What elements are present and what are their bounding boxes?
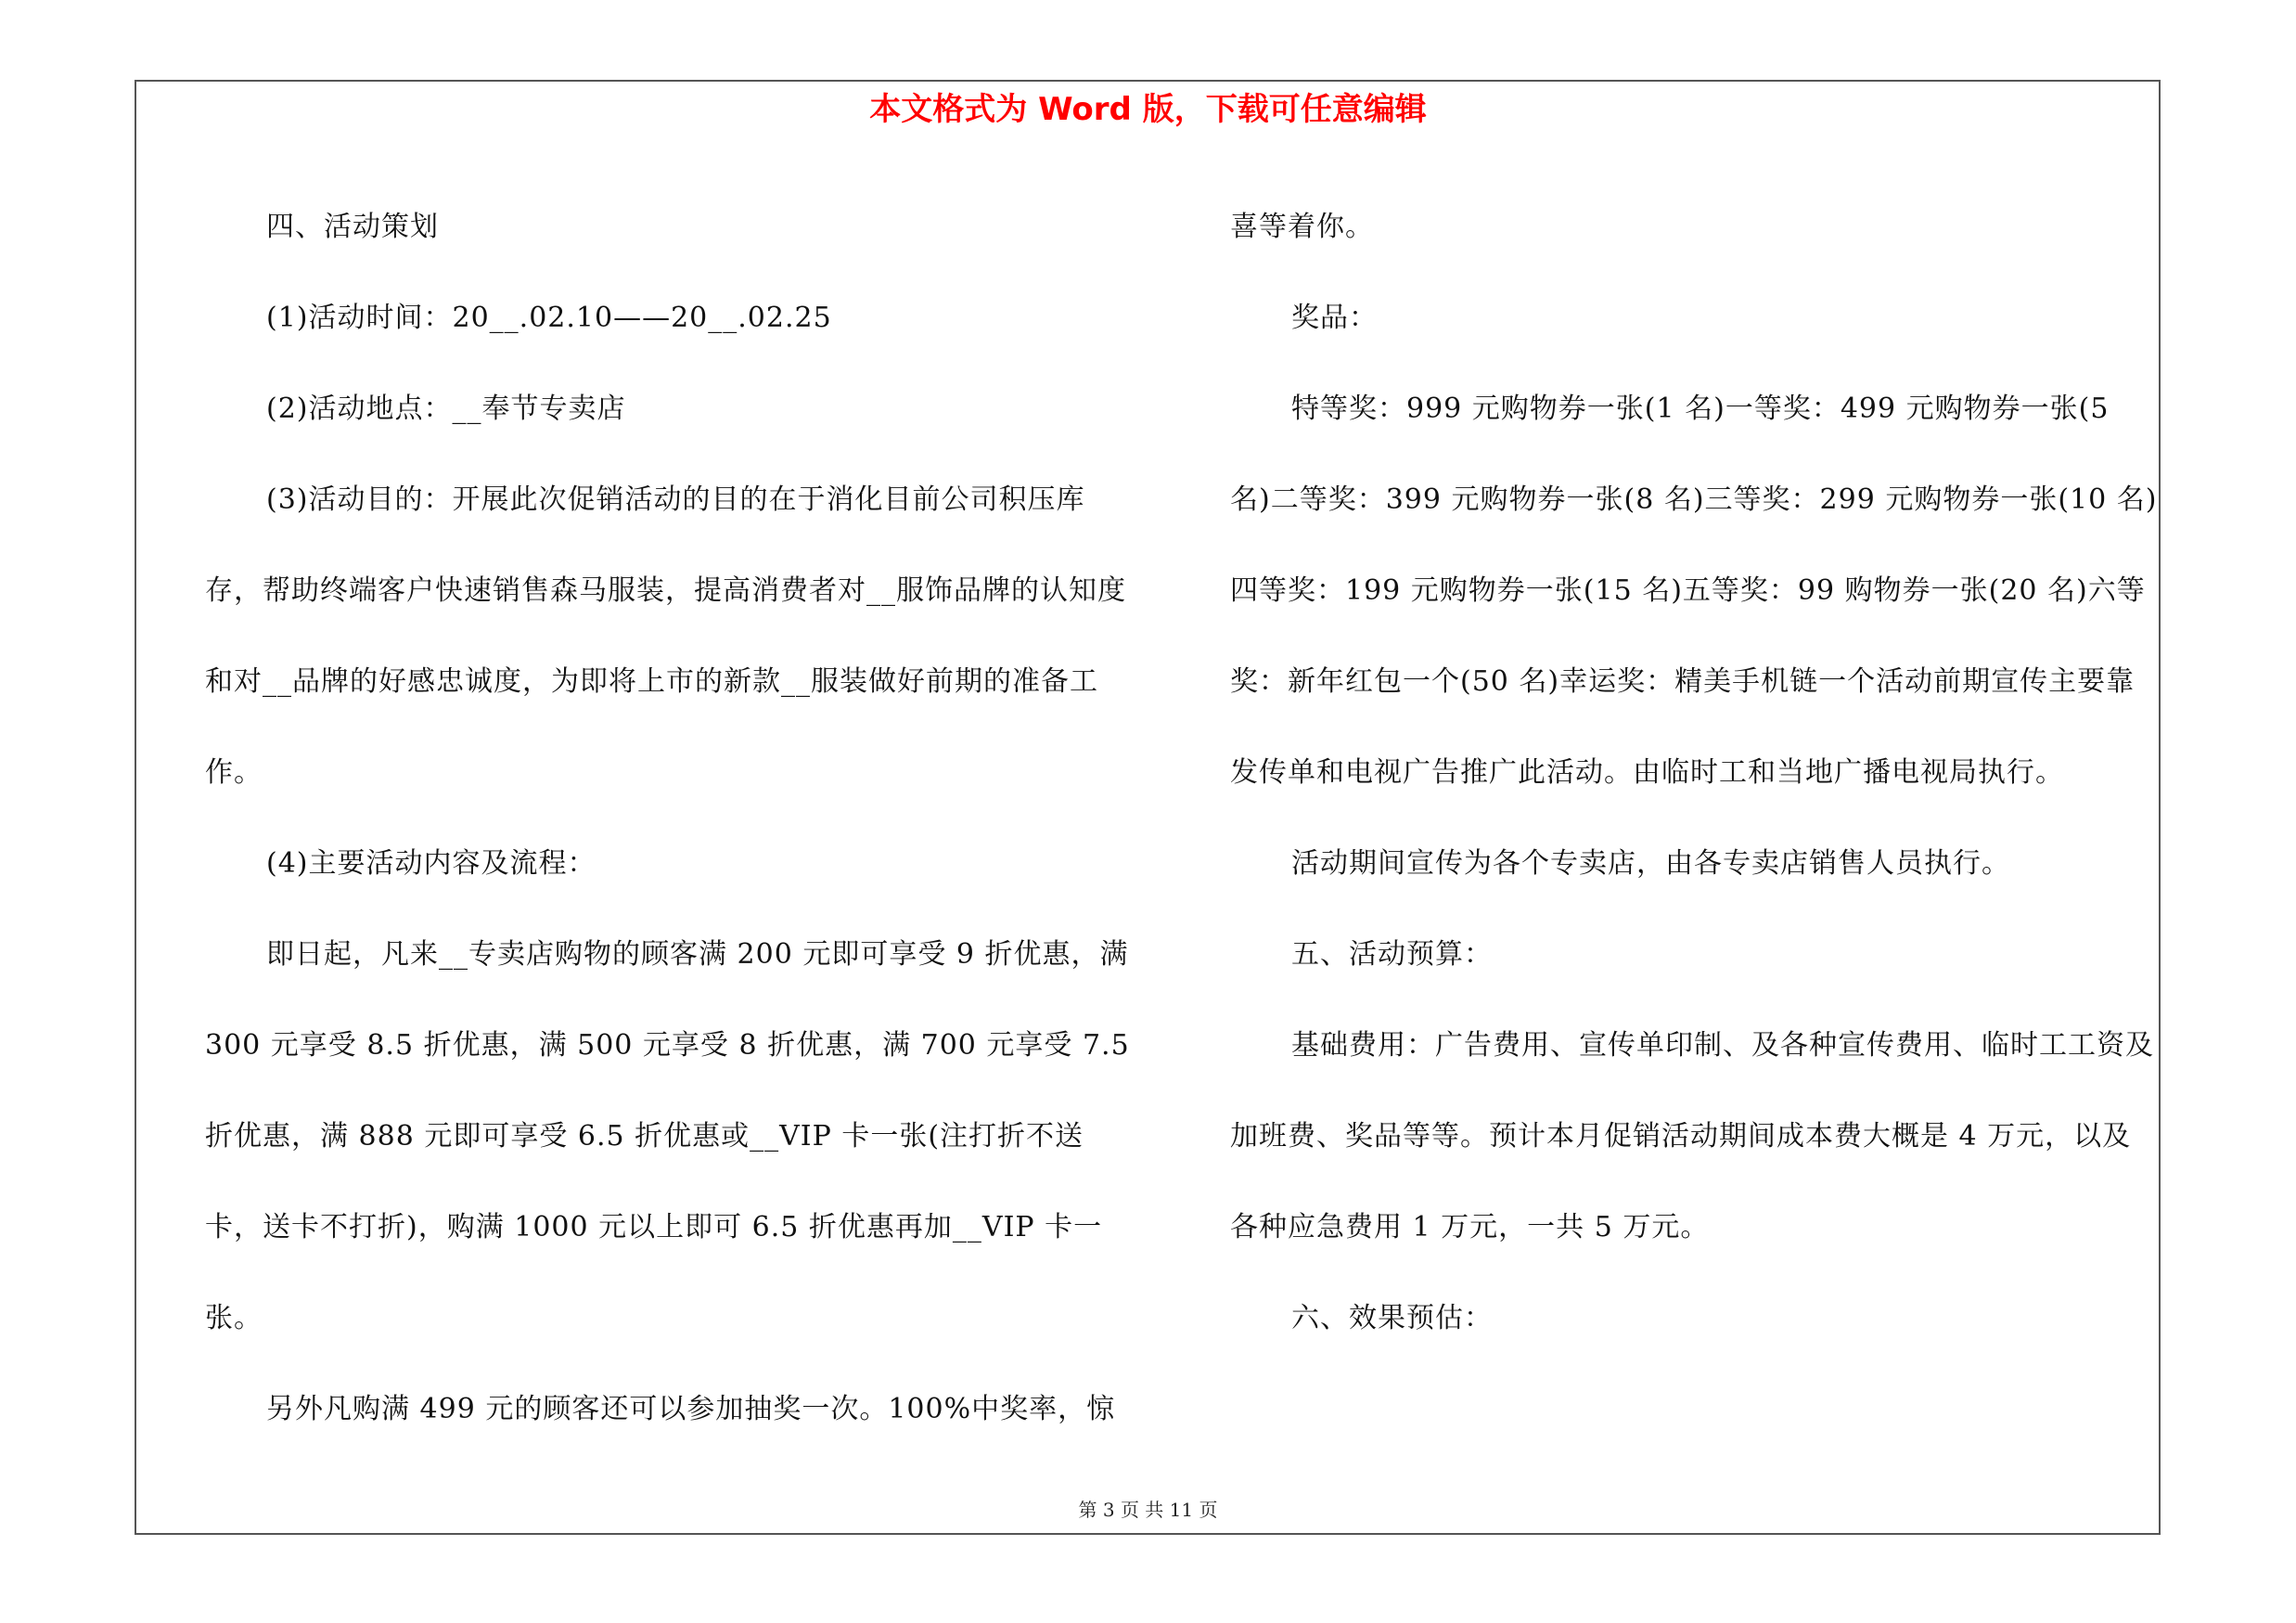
paragraph-time: (1)活动时间：20__.02.10——20__.02.25 <box>266 302 832 334</box>
paragraph-discounts: 即日起，凡来__专卖店购物的顾客满 200 元即可享受 9 折优惠，满 300 元享受 8.5 折优惠，满 500 元享受 8 折优惠，满 700 元享受 7.5 折优惠，满 888 元即可享受 6.5 折优惠或__VIP 卡一张(注打折不送卡，送卡不打折)，购满 1000 元以上即可 6.5 折优惠再加__VIP 卡一张。 <box>205 938 1130 1334</box>
section-heading-plan: 四、活动策划 <box>266 211 439 243</box>
page-number: 第 3 页 共 11 页 <box>1078 1499 1218 1521</box>
paragraph-prizes-heading: 奖品： <box>1291 302 1378 334</box>
paragraph-budget: 基础费用：广告费用、宣传单印制、及各种宣传费用、临时工工资及加班费、奖品等等。预计本月促销活动期间成本费大概是 4 万元，以及各种应急费用 1 万元，一共 5 万元。 <box>1230 1029 2154 1243</box>
format-banner: 本文格式为 Word 版，下载可任意编辑 <box>869 91 1427 128</box>
paragraph-lottery: 另外凡购满 499 元的顾客还可以参加抽奖一次。100%中奖率，惊 <box>266 1393 1116 1425</box>
paragraph-promotion: 活动期间宣传为各个专卖店，由各专卖店销售人员执行。 <box>1291 847 2010 880</box>
section-heading-budget: 五、活动预算： <box>1291 938 1493 971</box>
paragraph-lottery-cont: 喜等着你。 <box>1230 211 1374 243</box>
paragraph-purpose: (3)活动目的：开展此次促销活动的目的在于消化目前公司积压库存，帮助终端客户快速销售森马服装，提高消费者对__服饰品牌的认知度和对__品牌的好感忠诚度，为即将上市的新款__服装做好前期的准备工作。 <box>205 483 1126 789</box>
paragraph-prizes: 特等奖：999 元购物券一张(1 名)一等奖：499 元购物券一张(5 名)二等奖：399 元购物券一张(8 名)三等奖：299 元购物券一张(10 名)四等奖：199 元购物券一张(15 名)五等奖：99 购物券一张(20 名)六等奖：新年红包一个(50 名)幸运奖：精美手机链一个活动前期宣传主要靠发传单和电视广告推广此活动。由临时工和当地广播电视局执行。 <box>1230 393 2158 789</box>
paragraph-content-heading: (4)主要活动内容及流程： <box>266 847 596 880</box>
right-column <box>1230 182 2158 1364</box>
left-column <box>205 182 1133 1455</box>
section-heading-estimate: 六、效果预估： <box>1291 1302 1493 1334</box>
paragraph-location: (2)活动地点：__奉节专卖店 <box>266 393 626 425</box>
